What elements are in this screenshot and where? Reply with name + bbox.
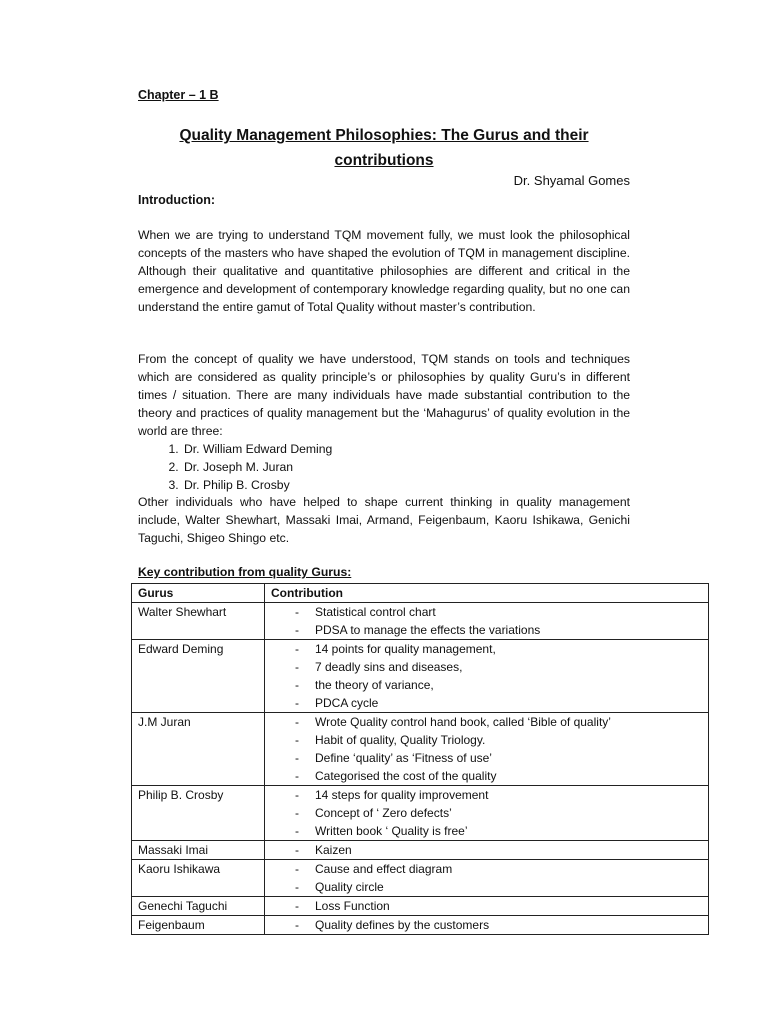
document-title: Quality Management Philosophies: The Gurus and their contributions <box>179 127 589 169</box>
contribution-item: - Categorised the cost of the quality <box>283 767 702 785</box>
contribution-item: - 14 points for quality management, <box>283 640 702 658</box>
gurus-table <box>131 583 709 935</box>
contribution-list <box>271 841 702 859</box>
contribution-list <box>271 860 702 896</box>
contribution-item: - Cause and effect diagram <box>283 860 702 878</box>
paragraph-3: Other individuals who have helped to shape current thinking in quality management include, Walter Shewhart, Massaki Imai, Armand, Feigenbaum, Kaoru Ishikawa, Genichi Taguchi, Shigeo Shingo etc. <box>138 495 630 545</box>
contribution-item: - Define ‘quality’ as ‘Fitness of use’ <box>283 749 702 767</box>
table-heading: Key contribution from quality Gurus: <box>138 565 352 579</box>
guru-name: Massaki Imai <box>132 841 265 860</box>
contribution-item: - PDCA cycle <box>283 694 702 712</box>
contribution-item: - Loss Function <box>283 897 702 915</box>
contribution-item: - Wrote Quality control hand book, called ‘Bible of quality’ <box>283 713 702 731</box>
table-row <box>132 860 709 897</box>
contribution-item: - Kaizen <box>283 841 702 859</box>
contribution-item: - PDSA to manage the effects the variations <box>283 621 702 639</box>
contribution-cell <box>265 640 709 713</box>
table-row <box>132 640 709 713</box>
table-header-row <box>132 584 709 603</box>
paragraph-2: From the concept of quality we have understood, TQM stands on tools and techniques which are considered as quality principle’s or philosophies by quality Guru’s in different times / situation. There are many individuals have made substantial contribution to the theory and practices of quality management but the ‘Mahagurus’ of quality evolution in the world are three: <box>138 352 630 438</box>
contribution-cell <box>265 897 709 916</box>
guru-name: Philip B. Crosby <box>132 786 265 841</box>
guru-name: Walter Shewhart <box>132 603 265 640</box>
contribution-item: - 14 steps for quality improvement <box>283 786 702 804</box>
list-item: 2. Dr. Joseph M. Juran <box>182 458 332 476</box>
contribution-list <box>271 916 702 934</box>
contribution-item: - Concept of ‘ Zero defects’ <box>283 804 702 822</box>
list-item: 1. Dr. William Edward Deming <box>182 440 332 458</box>
guru-name: Genechi Taguchi <box>132 897 265 916</box>
contribution-item: - 7 deadly sins and diseases, <box>283 658 702 676</box>
guru-name: Feigenbaum <box>132 916 265 935</box>
guru-name: Kaoru Ishikawa <box>132 860 265 897</box>
table-row <box>132 916 709 935</box>
contribution-list <box>271 786 702 840</box>
table-row <box>132 841 709 860</box>
contribution-item: - Written book ‘ Quality is free’ <box>283 822 702 840</box>
contribution-list <box>271 713 702 785</box>
contribution-item: - Habit of quality, Quality Triology. <box>283 731 702 749</box>
contribution-cell <box>265 713 709 786</box>
chapter-label: Chapter – 1 B <box>138 88 219 102</box>
header-gurus: Gurus <box>132 584 265 603</box>
contribution-item: - the theory of variance, <box>283 676 702 694</box>
contribution-list <box>271 897 702 915</box>
list-item: 3. Dr. Philip B. Crosby <box>182 476 332 494</box>
guru-name: J.M Juran <box>132 713 265 786</box>
contribution-item: - Quality defines by the customers <box>283 916 702 934</box>
table-row <box>132 603 709 640</box>
table-body <box>132 603 709 935</box>
contribution-cell <box>265 841 709 860</box>
author-name: Dr. Shyamal Gomes <box>513 173 630 188</box>
header-contribution: Contribution <box>265 584 709 603</box>
contribution-cell <box>265 786 709 841</box>
contribution-cell <box>265 603 709 640</box>
contribution-list <box>271 640 702 712</box>
table-row <box>132 713 709 786</box>
guru-name: Edward Deming <box>132 640 265 713</box>
contribution-cell <box>265 916 709 935</box>
contribution-list <box>271 603 702 639</box>
contribution-item: - Quality circle <box>283 878 702 896</box>
contribution-cell <box>265 860 709 897</box>
table-row <box>132 897 709 916</box>
introduction-heading: Introduction: <box>138 193 216 207</box>
contribution-item: - Statistical control chart <box>283 603 702 621</box>
table-row <box>132 786 709 841</box>
mahagurus-list <box>160 440 332 494</box>
paragraph-1: When we are trying to understand TQM movement fully, we must look the philosophical concepts of the masters who have shaped the evolution of TQM in management discipline. Although their qualitative and quantitative philosophies are different and critical in the emergence and development of contemporary knowledge regarding quality, but no one can understand the entire gamut of Total Quality without master’s contribution. <box>138 228 630 314</box>
